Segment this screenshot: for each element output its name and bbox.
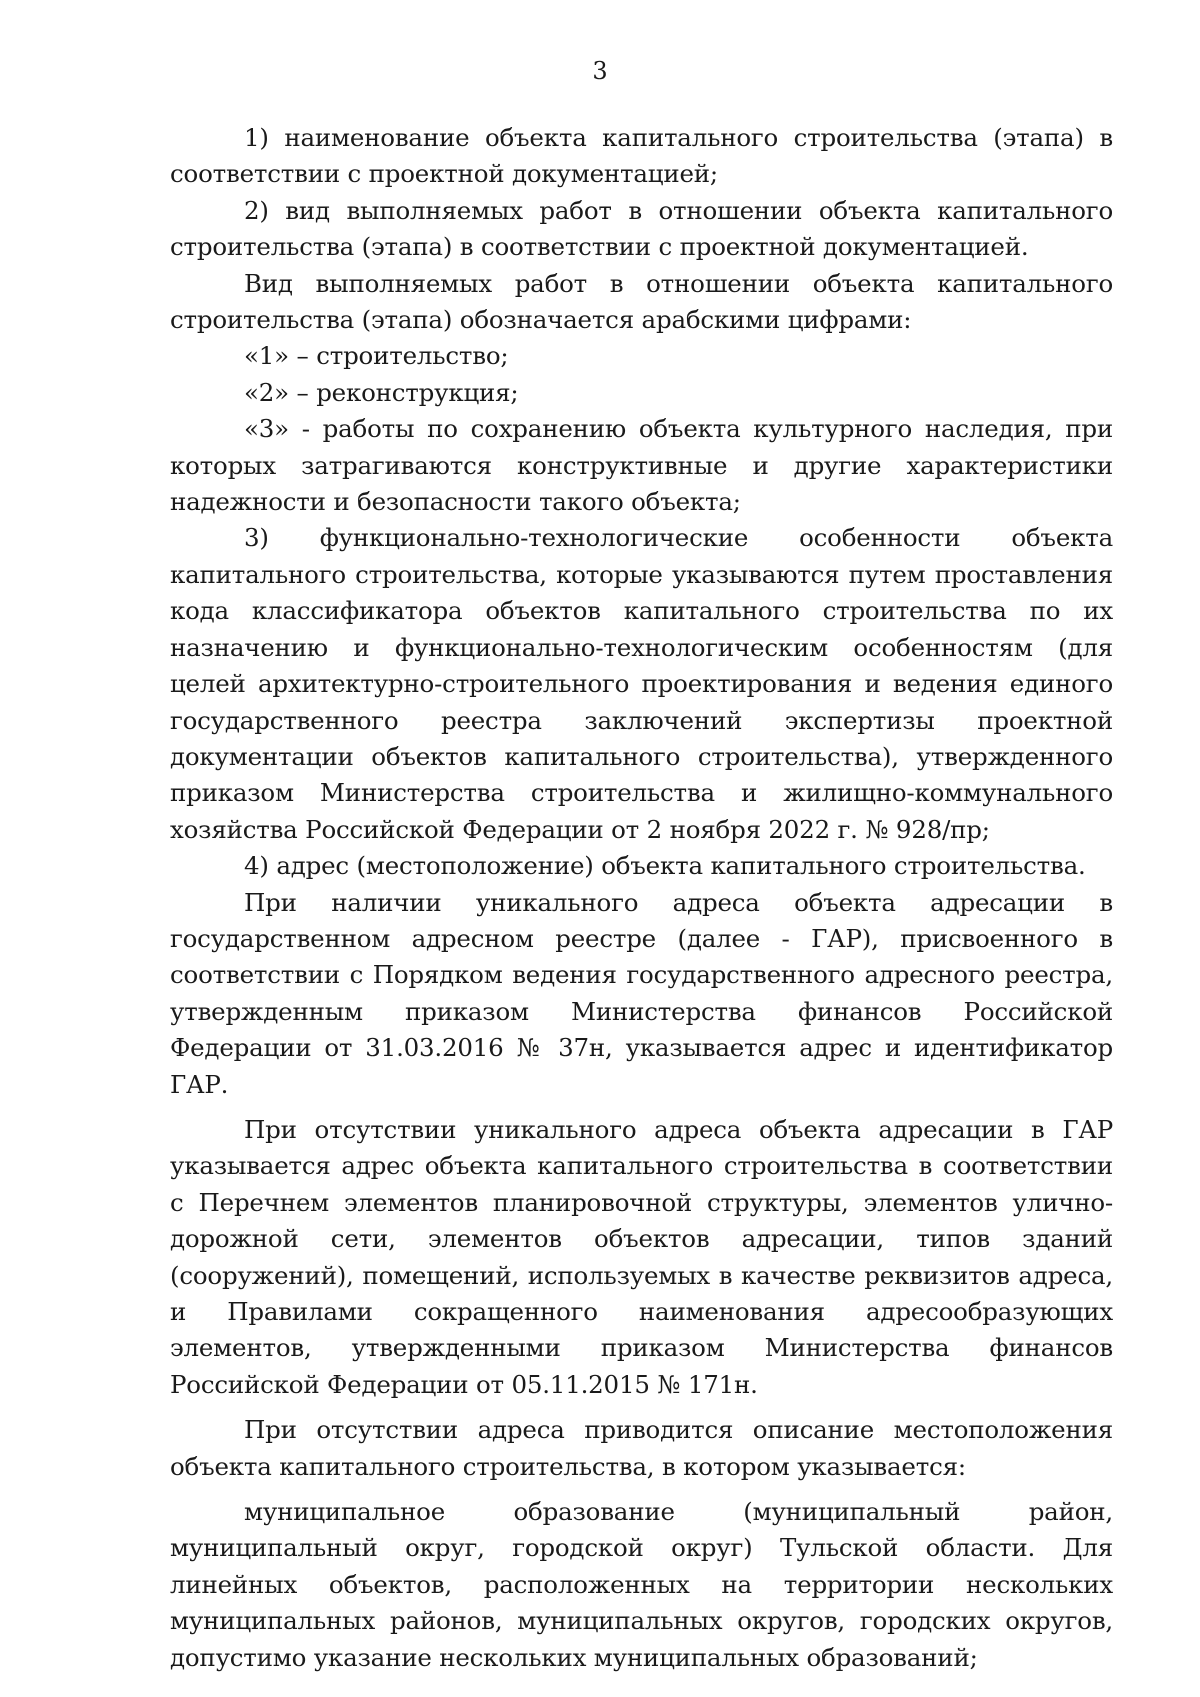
paragraph-item-1: 1) наименование объекта капитального строительства (этапа) в соответствии с проектной документацией; bbox=[170, 123, 1113, 189]
paragraph-code-1: «1» – строительство; bbox=[244, 341, 509, 371]
paragraph-gar-address: При наличии уникального адреса объекта адресации в государственном адресном реестре (далее - ГАР), присвоенного в соответствии с Порядком ведения государственного адресного реестра, утвержденным приказом Министерства финансов Российской Федерации от 31.03.2016 № 37н, указывается адрес и идентификатор ГАР. bbox=[170, 887, 1113, 1099]
paragraph-item-4: 4) адрес (местоположение) объекта капитального строительства. bbox=[244, 851, 1086, 881]
paragraph-item-3: 3) функционально-технологические особенности объекта капитального строительства, которые указываются путем проставления кода классификатора объектов капитального строительства по их назначению и функционально-технологическим особенностям (для целей архитектурно-строительного проектирования и ведения единого государственного реестра заключений экспертизы проектной документации объектов капитального строительства), утвержденного приказом Министерства строительства и жилищно-коммунального хозяйства Российской Федерации от 2 ноября 2022 г. № 928/пр; bbox=[170, 523, 1113, 844]
paragraph-no-address: При отсутствии адреса приводится описание местоположения объекта капитального строительства, в котором указывается: bbox=[170, 1415, 1113, 1481]
paragraph-code-3: «3» - работы по сохранению объекта культурного наследия, при которых затрагиваются конструктивные и другие характеристики надежности и безопасности такого объекта; bbox=[170, 414, 1113, 517]
document-body bbox=[170, 120, 1113, 1676]
paragraph-item-2: 2) вид выполняемых работ в отношении объекта капитального строительства (этапа) в соответствии с проектной документацией. bbox=[170, 195, 1113, 262]
paragraph-municipality: муниципальное образование (муниципальный район, муниципальный округ, городской округ) Тульской области. Для линейных объектов, расположенных на территории нескольких муниципальных районов, муниципальных округов, городских округов, допустимо указание нескольких муниципальных образований; bbox=[170, 1497, 1113, 1672]
paragraph-work-types-intro: Вид выполняемых работ в отношении объекта капитального строительства (этапа) обозначается арабскими цифрами: bbox=[170, 268, 1113, 335]
page-number: 3 bbox=[592, 57, 608, 85]
paragraph-code-2: «2» – реконструкция; bbox=[244, 377, 519, 407]
paragraph-no-gar-address: При отсутствии уникального адреса объекта адресации в ГАР указывается адрес объекта капитального строительства в соответствии с Перечнем элементов планировочной структуры, элементов улично-дорожной сети, элементов объектов адресации, типов зданий (сооружений), помещений, используемых в качестве реквизитов адреса, и Правилами сокращенного наименования адресообразующих элементов, утвержденными приказом Министерства финансов Российской Федерации от 05.11.2015 № 171н. bbox=[170, 1114, 1113, 1399]
